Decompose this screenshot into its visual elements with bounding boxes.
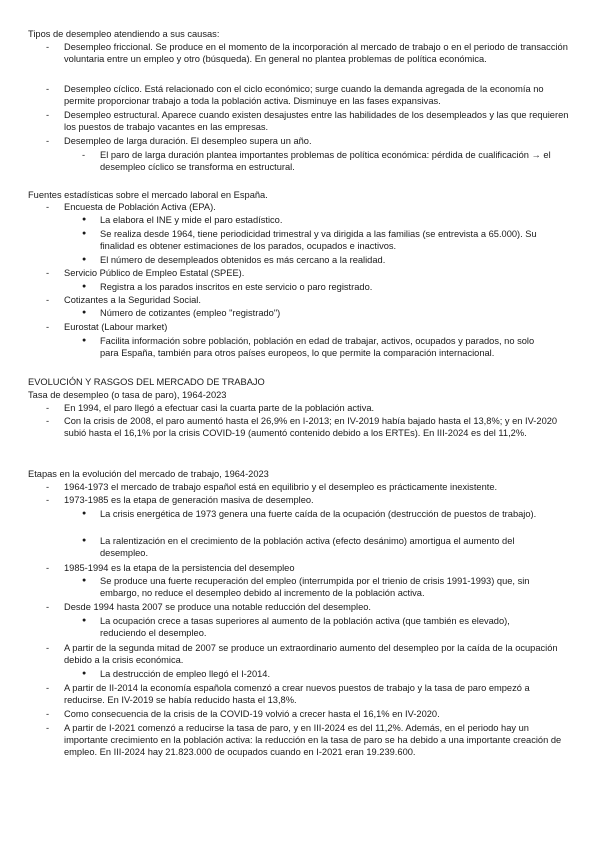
sub-list-item [82, 149, 568, 173]
bullet-item [82, 307, 552, 319]
bullet-item [82, 281, 552, 293]
list-item [46, 481, 572, 493]
item-text: Desde 1994 hasta 2007 se produce una notable reducción del desempleo. [64, 602, 372, 612]
item-text: Con la crisis de 2008, el paro aumentó hasta el 26,9% en I-2013; en IV-2019 había bajado hasta el 13,8%; y en IV-2020 subió hasta el 16,1% por la crisis COVID-19 (aumentó contenido debido a los ERTEs). En III-2024 es del 11,2%. [64, 416, 558, 439]
bullet-item [82, 535, 552, 559]
bullet-item [82, 214, 552, 226]
item-text: Desempleo estructural. Aparece cuando existen desajustes entre las habilidades de los desempleados y las que requieren los puestos de trabajo vacantes en las empresas. [64, 110, 569, 133]
evolucion-subheading: Tasa de desempleo (o tasa de paro), 1964-2023 [28, 390, 227, 400]
bullet-item [82, 615, 552, 639]
bullet-item [82, 508, 552, 520]
source-label: Encuesta de Población Activa (EPA). [64, 202, 216, 212]
list-item [46, 494, 572, 506]
list-item [46, 415, 572, 439]
bullet-item [82, 575, 552, 599]
list-item [46, 682, 572, 706]
item-text: A partir de I-2021 comenzó a reducirse la tasa de paro, y en III-2024 es del 11,2%. Además, en el periodo hay un importante crecimiento en la población activa: la reducción en la tasa de paro se ha debido a una importante creación de empleo. En III-2024 hay 21.823.000 de ocupados cuando en I-2021 eran 19.239.600. [64, 723, 562, 758]
bullet-text: Facilita información sobre población, población en edad de trabajar, activos, ocupados y parados, no solo para España, también para otros países europeos, lo que permite la comparación internacional. [100, 336, 535, 359]
bullet-text: La destrucción de empleo llegó el I-2014. [100, 669, 271, 679]
bullet-text: La ralentización en el crecimiento de la población activa (efecto desánimo) amortigua el aumento del desempleo. [100, 536, 515, 559]
bullet-item [82, 254, 552, 266]
item-text: A partir de la segunda mitad de 2007 se produce un extraordinario aumento del desempleo por la caída de la ocupación debido a la crisis económica. [64, 643, 558, 666]
source-item [46, 294, 544, 306]
list-item [46, 722, 572, 759]
list-item [46, 708, 572, 720]
bullet-item [82, 228, 552, 252]
tipos-heading: Tipos de desempleo atendiendo a sus causas: [28, 29, 220, 39]
list-item [46, 135, 572, 147]
item-text: El paro de larga duración plantea importantes problemas de política económica: pérdida de cualificación → el desempleo cíclico se transforma en estructural. [100, 150, 551, 173]
item-text: 1985-1994 es la etapa de la persistencia del desempleo [64, 563, 295, 573]
bullet-text: La elabora el INE y mide el paro estadístico. [100, 215, 283, 225]
bullet-text: El número de desempleados obtenidos es más cercano a la realidad. [100, 255, 386, 265]
item-text: Como consecuencia de la crisis de la COVID-19 volvió a crecer hasta el 16,1% en IV-2020. [64, 709, 440, 719]
etapas-heading: Etapas en la evolución del mercado de trabajo, 1964-2023 [28, 469, 269, 479]
bullet-item [82, 668, 552, 680]
item-text: Desempleo friccional. Se produce en el momento de la incorporación al mercado de trabajo o en el periodo de transacción voluntaria entre un empleo y otro (búsqueda). En general no plantea problemas de política económica. [64, 42, 568, 65]
list-item [46, 562, 572, 574]
bullet-item [82, 335, 552, 359]
item-text: Desempleo cíclico. Está relacionado con el ciclo económico; surge cuando la demanda agregada de la economía no permite proporcionar trabajo a toda la población activa. Disminuye en las fases expansivas. [64, 84, 544, 107]
source-item [46, 321, 544, 333]
fuentes-heading: Fuentes estadísticas sobre el mercado laboral en España. [28, 190, 268, 200]
source-label: Servicio Público de Empleo Estatal (SPEE). [64, 268, 245, 278]
item-text: A partir de II-2014 la economía española comenzó a crear nuevos puestos de trabajo y la tasa de paro empezó a reducirse. En IV-2019 se había reducido hasta el 13,8%. [64, 683, 530, 706]
bullet-text: Registra a los parados inscritos en este servicio o paro registrado. [100, 282, 373, 292]
source-label: Eurostat (Labour market) [64, 322, 168, 332]
list-item [46, 109, 572, 133]
item-text: 1973-1985 es la etapa de generación masiva de desempleo. [64, 495, 314, 505]
bullet-text: La crisis energética de 1973 genera una fuerte caída de la ocupación (destrucción de puestos de trabajo). [100, 509, 537, 519]
source-item [46, 267, 544, 279]
item-text: Desempleo de larga duración. El desempleo supera un año. [64, 136, 312, 146]
bullet-text: Se produce una fuerte recuperación del empleo (interrumpida por el trienio de crisis 1991-1993) que, sin embargo, no reduce el desempleo debido al incremento de la población activa. [100, 576, 530, 599]
source-label: Cotizantes a la Seguridad Social. [64, 295, 201, 305]
source-item [46, 201, 544, 213]
item-text: 1964-1973 el mercado de trabajo español está en equilibrio y el desempleo es prácticamente inexistente. [64, 482, 498, 492]
evolucion-heading: EVOLUCIÓN Y RASGOS DEL MERCADO DE TRABAJO [28, 377, 265, 387]
item-text: En 1994, el paro llegó a efectuar casi la cuarta parte de la población activa. [64, 403, 375, 413]
list-item [46, 601, 572, 613]
bullet-text: Número de cotizantes (empleo "registrado") [100, 308, 281, 318]
list-item [46, 83, 572, 107]
bullet-text: Se realiza desde 1964, tiene periodicidad trimestral y va dirigida a las familias (se entrevista a 65.000). Su finalidad es obtener estimaciones de los parados, ocupados e inactivos. [100, 229, 537, 252]
bullet-text: La ocupación crece a tasas superiores al aumento de la población activa (que también es elevado), reduciendo el desempleo. [100, 616, 510, 639]
list-item [46, 642, 572, 666]
list-item [46, 41, 572, 65]
list-item [46, 402, 572, 414]
